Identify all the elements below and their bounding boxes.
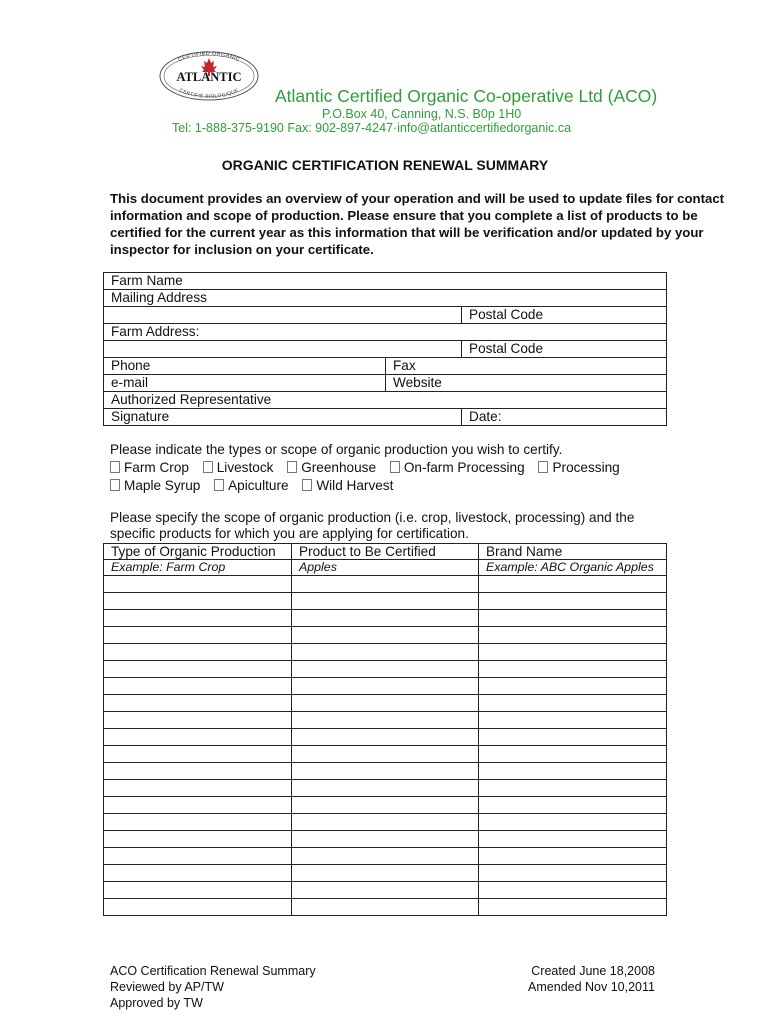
option-livestock[interactable]: Livestock — [203, 460, 274, 475]
document-title: ORGANIC CERTIFICATION RENEWAL SUMMARY — [221, 157, 549, 173]
postal-code-row-1 — [104, 307, 667, 324]
product-entry-cell[interactable] — [479, 678, 667, 695]
footer-right — [520, 963, 655, 995]
footer-doc-name: ACO Certification Renewal Summary — [110, 964, 316, 978]
option-farm-crop[interactable]: Farm Crop — [110, 460, 189, 475]
product-entry-cell[interactable] — [104, 848, 292, 865]
contact-info-table — [103, 272, 667, 426]
aco-logo — [150, 48, 268, 104]
product-entry-row — [104, 627, 667, 644]
farm-name-field[interactable]: Farm Name — [104, 273, 667, 290]
mailing-address-row — [104, 290, 667, 307]
product-entry-row — [104, 899, 667, 916]
product-entry-row — [104, 763, 667, 780]
option-on-farm-processing[interactable]: On-farm Processing — [390, 460, 525, 475]
product-entry-cell[interactable] — [104, 865, 292, 882]
product-entry-row — [104, 865, 667, 882]
product-entry-cell[interactable] — [479, 661, 667, 678]
product-entry-cell[interactable] — [104, 746, 292, 763]
postal-code-row-2 — [104, 341, 667, 358]
product-entry-cell[interactable] — [292, 831, 479, 848]
product-entry-cell[interactable] — [479, 865, 667, 882]
logo-word: ATLANTIC — [176, 70, 242, 84]
authorized-rep-row — [104, 392, 667, 409]
farm-address-field[interactable]: Farm Address: — [104, 324, 667, 341]
products-header-row — [104, 544, 667, 560]
product-entry-cell[interactable] — [104, 678, 292, 695]
product-entry-cell[interactable] — [479, 610, 667, 627]
product-entry-row — [104, 593, 667, 610]
email-field[interactable]: e-mail — [104, 375, 386, 392]
product-entry-cell[interactable] — [292, 746, 479, 763]
product-entry-cell[interactable] — [104, 814, 292, 831]
phone-field[interactable]: Phone — [104, 358, 386, 375]
checkbox[interactable] — [110, 479, 120, 491]
product-entry-cell[interactable] — [292, 576, 479, 593]
footer-reviewed-by: Reviewed by AP/TW — [110, 980, 224, 994]
product-entry-cell[interactable] — [479, 695, 667, 712]
product-entry-row — [104, 746, 667, 763]
checkbox[interactable] — [110, 461, 120, 473]
product-entry-cell[interactable] — [292, 661, 479, 678]
logo-arc-top: CERTIFIED ORGANIC — [177, 50, 241, 64]
product-entry-cell[interactable] — [292, 797, 479, 814]
product-entry-cell[interactable] — [292, 780, 479, 797]
production-type-options-row-2 — [110, 478, 403, 493]
option-apiculture[interactable]: Apiculture — [214, 478, 288, 493]
product-entry-row — [104, 695, 667, 712]
production-type-options-row-1 — [110, 460, 630, 475]
product-entry-cell[interactable] — [104, 797, 292, 814]
product-entry-row — [104, 797, 667, 814]
product-entry-row — [104, 729, 667, 746]
farm-address-cont-field[interactable] — [104, 341, 462, 358]
org-address: P.O.Box 40, Canning, N.S. B0p 1H0 — [322, 107, 522, 121]
product-entry-cell[interactable] — [292, 729, 479, 746]
option-greenhouse[interactable]: Greenhouse — [287, 460, 376, 475]
footer-left — [110, 963, 316, 1011]
product-entry-cell[interactable] — [292, 763, 479, 780]
checkbox[interactable] — [302, 479, 312, 491]
footer-approved-by: Approved by TW — [110, 996, 203, 1010]
postal-code-field-1[interactable]: Postal Code — [462, 307, 667, 324]
postal-code-field-2[interactable]: Postal Code — [462, 341, 667, 358]
authorized-representative-field[interactable]: Authorized Representative — [104, 392, 667, 409]
product-entry-cell[interactable] — [292, 814, 479, 831]
product-entry-cell[interactable] — [104, 661, 292, 678]
product-entry-cell[interactable] — [479, 644, 667, 661]
product-entry-row — [104, 661, 667, 678]
product-entry-row — [104, 848, 667, 865]
checkbox[interactable] — [203, 461, 213, 473]
product-entry-cell[interactable] — [479, 797, 667, 814]
product-entry-cell[interactable] — [104, 899, 292, 916]
product-entry-cell[interactable] — [104, 627, 292, 644]
product-entry-cell[interactable] — [479, 763, 667, 780]
option-maple-syrup[interactable]: Maple Syrup — [110, 478, 200, 493]
product-entry-cell[interactable] — [292, 848, 479, 865]
product-entry-cell[interactable] — [104, 610, 292, 627]
product-entry-cell[interactable] — [104, 576, 292, 593]
product-entry-cell[interactable] — [479, 882, 667, 899]
checkbox[interactable] — [390, 461, 400, 473]
product-entry-cell[interactable] — [479, 746, 667, 763]
example-production-type: Example: Farm Crop — [104, 560, 292, 576]
date-field[interactable]: Date: — [462, 409, 667, 426]
product-entry-cell[interactable] — [479, 814, 667, 831]
intro-paragraph: This document provides an overview of your operation and will be used to update files for contact information and scope of production. Please ensure that you complete a list of products to be certified for the current year as this information that will be verification and/or updated by your inspector for inclusion on your certificate. — [110, 191, 725, 257]
scope-question: Please indicate the types or scope of organic production you wish to certify. — [110, 442, 563, 457]
footer-created-date: Created June 18,2008 — [531, 964, 655, 978]
product-entry-cell[interactable] — [479, 712, 667, 729]
farm-address-row — [104, 324, 667, 341]
checkbox[interactable] — [287, 461, 297, 473]
mailing-address-field[interactable]: Mailing Address — [104, 290, 667, 307]
example-product: Apples — [292, 560, 479, 576]
product-entry-cell[interactable] — [104, 882, 292, 899]
product-entry-cell[interactable] — [479, 593, 667, 610]
product-entry-row — [104, 610, 667, 627]
product-entry-row — [104, 644, 667, 661]
product-entry-cell[interactable] — [479, 899, 667, 916]
col-header-brand-name: Brand Name — [479, 544, 667, 560]
specify-products-text: Please specify the scope of organic production (i.e. crop, livestock, processing) and the specific products for which you are applying for certification. — [110, 510, 635, 541]
product-entry-cell[interactable] — [292, 644, 479, 661]
mailing-address-cont-field[interactable] — [104, 307, 462, 324]
product-entry-row — [104, 780, 667, 797]
email-website-row — [104, 375, 667, 392]
product-entry-cell[interactable] — [292, 712, 479, 729]
product-entry-cell[interactable] — [479, 848, 667, 865]
product-entry-cell[interactable] — [292, 695, 479, 712]
product-entry-row — [104, 678, 667, 695]
product-entry-cell[interactable] — [292, 593, 479, 610]
checkbox[interactable] — [538, 461, 548, 473]
product-entry-cell[interactable] — [104, 831, 292, 848]
product-entry-cell[interactable] — [104, 763, 292, 780]
product-entry-cell[interactable] — [292, 627, 479, 644]
checkbox[interactable] — [214, 479, 224, 491]
product-entry-cell[interactable] — [104, 644, 292, 661]
option-processing[interactable]: Processing — [538, 460, 619, 475]
products-table — [103, 543, 667, 916]
example-brand-name: Example: ABC Organic Apples — [479, 560, 667, 576]
product-entry-cell[interactable] — [292, 610, 479, 627]
phone-fax-row — [104, 358, 667, 375]
product-entry-cell[interactable] — [479, 831, 667, 848]
product-entry-cell[interactable] — [479, 780, 667, 797]
org-contact: Tel: 1-888-375-9190 Fax: 902-897-4247·info@atlanticcertifiedorganic.ca — [172, 121, 572, 135]
product-entry-cell[interactable] — [104, 593, 292, 610]
product-entry-row — [104, 882, 667, 899]
org-name: Atlantic Certified Organic Co-operative Ltd (ACO) — [275, 86, 658, 106]
website-field[interactable]: Website — [386, 375, 667, 392]
product-entry-row — [104, 712, 667, 729]
product-entry-cell[interactable] — [104, 780, 292, 797]
product-entry-cell[interactable] — [292, 882, 479, 899]
product-entry-row — [104, 576, 667, 593]
logo-arc-bottom: CERTIFIÉ BIOLOGIQUE — [178, 87, 240, 100]
fax-field[interactable]: Fax — [386, 358, 667, 375]
example-row — [104, 560, 667, 576]
product-entry-cell[interactable] — [479, 729, 667, 746]
col-header-product: Product to Be Certified — [292, 544, 479, 560]
product-entry-cell[interactable] — [104, 695, 292, 712]
product-entry-cell[interactable] — [292, 678, 479, 695]
product-entry-cell[interactable] — [104, 729, 292, 746]
col-header-production-type: Type of Organic Production — [104, 544, 292, 560]
product-entry-cell[interactable] — [479, 627, 667, 644]
product-entry-cell[interactable] — [292, 865, 479, 882]
product-entry-row — [104, 831, 667, 848]
farm-name-row — [104, 273, 667, 290]
product-entry-cell[interactable] — [479, 576, 667, 593]
footer-amended-date: Amended Nov 10,2011 — [528, 980, 655, 994]
product-entry-row — [104, 814, 667, 831]
option-wild-harvest[interactable]: Wild Harvest — [302, 478, 393, 493]
signature-row — [104, 409, 667, 426]
product-entry-cell[interactable] — [292, 899, 479, 916]
product-entry-cell[interactable] — [104, 712, 292, 729]
signature-field[interactable]: Signature — [104, 409, 462, 426]
